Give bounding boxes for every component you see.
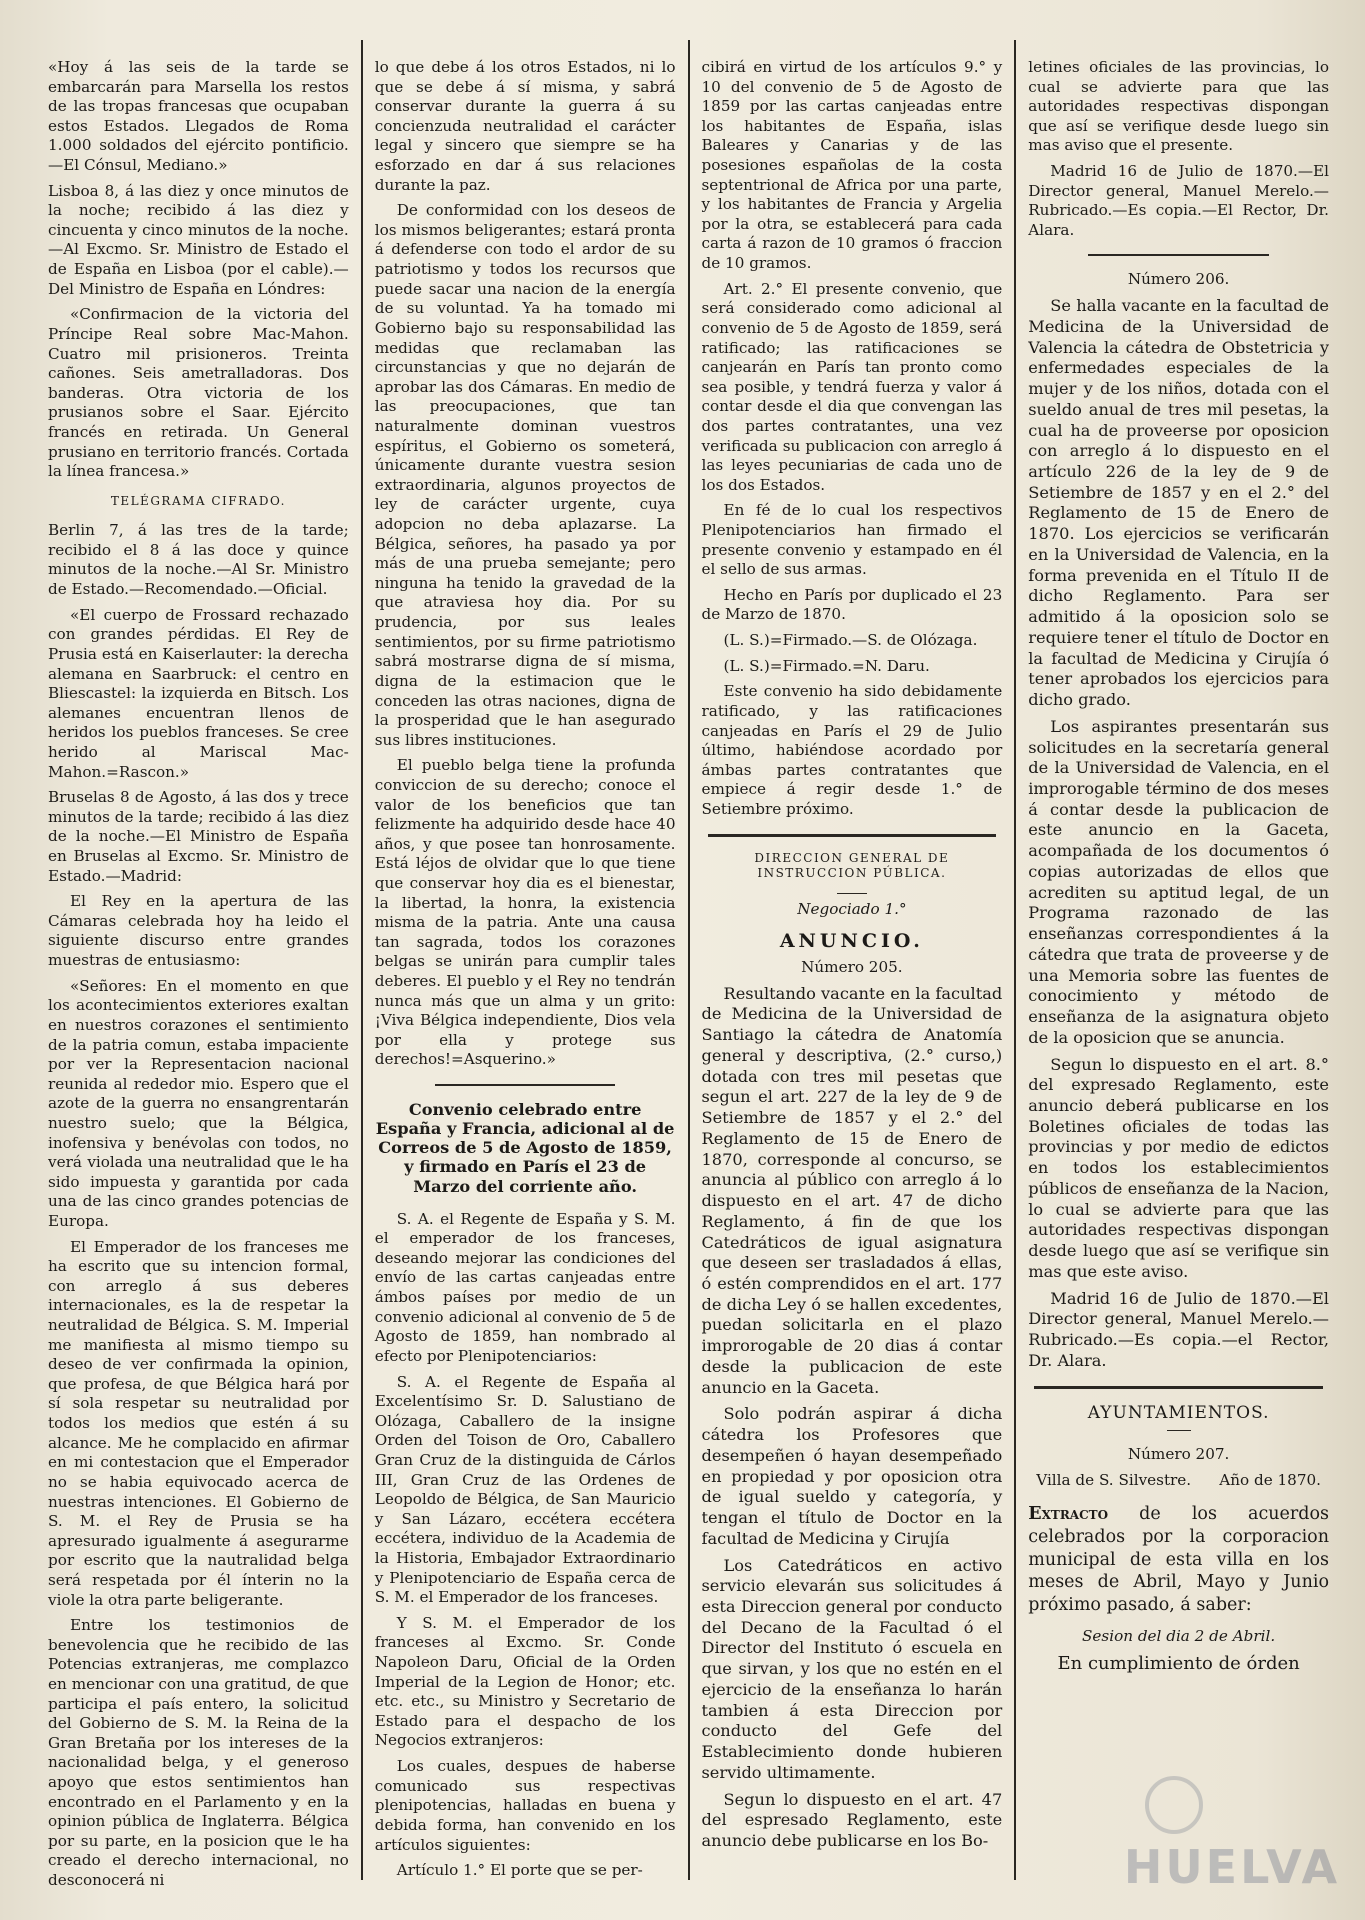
short-divider: [1167, 1430, 1191, 1431]
column-4: [1014, 40, 1341, 1880]
paragraph: Se halla vacante en la facultad de Medicina de la Universidad de Valencia la cátedra de Obstetricia y enfermedades especiales de la mujer y de los niños, dotada con el sueldo anual de tres mil pesetas, la cual ha de proveerse por oposicion con arreglo á lo dispuesto en el artículo 226 de la ley de 9 de Setiembre de 1857 y en el 2.° del Reglamento de 15 de Enero de 1870. Los ejercicios se verificarán en la Universidad de Valencia, en la forma prevenida en el Título II de dicho Reglamento. Para ser admitido á la oposicion solo se requiere tener el título de Doctor en la facultad de Medicina y Cirujía ó tener aprobados los ejercicios para dicho grado.: [1028, 296, 1329, 710]
paragraph: Resultando vacante en la facultad de Medicina de la Universidad de Santiago la cátedra de Anatomía general y descriptiva, (2.° curso,) dotada con tres mil pesetas que segun el art. 227 de la ley de 9 de Setiembre de 1857 y el 2.° del Reglamento de 15 de Enero de 1870, corresponde al concurso, se anuncia al público con arreglo á lo dispuesto en el art. 47 de dicho Reglamento, á fin de que los Catedráticos de igual asignatura que deseen ser trasladados á ellas, ó estén comprendidos en el art. 177 de dicha Ley ó se hallen excedentes, puedan solicitarla en el plazo improrogable de 20 dias á contar desde la publicacion de este anuncio en la Gaceta.: [701, 983, 1003, 1397]
paragraph: Los cuales, despues de haberse comunicado sus respectivas plenipotencias, halladas en buena y debida forma, han convenido en los artículos siguientes:: [374, 1757, 676, 1854]
ayuntamientos-heading: AYUNTAMIENTOS.: [1087, 1402, 1270, 1423]
short-divider: [837, 893, 867, 894]
paragraph: En fé de lo cual los respectivos Plenipotenciarios han firmado el presente convenio y estampado en él el sello de sus armas.: [701, 501, 1003, 579]
column-1: [36, 40, 361, 1890]
numero-207: Número 207.: [1127, 1445, 1230, 1464]
paragraph: El Emperador de los franceses me ha escrito que su intencion formal, con arreglo á sus deberes internacionales, es la de respetar la neutralidad de Bélgica. S. M. Imperial me manifiesta al mismo tiempo su deseo de ver confirmada la opinion, que profesa, de que Bélgica hará por sí sola respetar su neutralidad por todos los medios que estén á su alcance. Me he complacido en afirmar en mi contestacion que el Emperador no se habia equivocado acerca de nuestras intenciones. El Gobierno de S. M. el Rey de Prusia se ha apresurado igualmente á asegurarme por escrito que la nautralidad belga será respetada por él ínterin no la viole la otra parte beligerante.: [48, 1237, 349, 1609]
paragraph: Este convenio ha sido debidamente ratificado, y las ratificaciones canjeadas en París el 29 de Julio último, habiéndose acordado por ámbas partes contratantes que empiece á regir desde 1.° de Setiembre próximo.: [701, 682, 1003, 818]
sesion-heading: Sesion del dia 2 de Abril.: [1082, 1626, 1276, 1645]
negociado: Negociado 1.°: [797, 900, 907, 919]
paragraph: Los aspirantes presentarán sus solicitudes en la secretaría general de la Universidad de Valencia, en el improrogable término de dos meses á contar desde la publicacion de este anuncio en la Gaceta, acompañada de los documentos ó copias autorizadas de ellos que acrediten su aptitud legal, de un Programa razonado de las enseñanzas correspondientes á la cátedra que trata de proveerse y de una Memoria sobre las fuentes de conocimiento y método de enseñanza de la asignatura objeto de la oposicion que se anuncia.: [1028, 716, 1329, 1047]
paragraph: Y S. M. el Emperador de los franceses al Excmo. Sr. Conde Napoleon Daru, Oficial de la Orden Imperial de la Legion de Honor; etc. etc. etc., su Ministro y Secretario de Estado para el despacho de los Negocios extranjeros:: [374, 1613, 676, 1750]
paragraph: Lisboa 8, á las diez y once minutos de la noche; recibido á las diez y cincuenta y cinco minutos de la noche.—Al Excmo. Sr. Ministro de Estado el de España en Lisboa (por el cable).—Del Ministro de España en Lóndres:: [48, 181, 349, 298]
archive-watermark: [1123, 1774, 1341, 1894]
section-divider: [1034, 1386, 1323, 1389]
anuncio-heading: ANUNCIO.: [779, 930, 924, 953]
paragraph: letines oficiales de las provincias, lo cual se advierte para que las autoridades respectivas dispongan que así se verifique desde luego sin mas aviso que el presente.: [1028, 58, 1329, 155]
section-divider: [708, 834, 997, 837]
paragraph: S. A. el Regente de España al Excelentísimo Sr. D. Salustiano de Olózaga, Caballero de la insigne Orden del Toison de Oro, Caballero Gran Cruz de la distinguida de Cárlos III, Gran Cruz de las Ordenes de Leopoldo de Bélgica, de San Mauricio y San Lázaro, eccétera eccétera eccétera, individuo de la Academia de la Historia, Embajador Extraordinario y Plenipotenciario de España cerca de S. M. el Emperador de los franceses.: [374, 1372, 676, 1607]
paragraph: «Confirmacion de la victoria del Príncipe Real sobre Mac-Mahon. Cuatro mil prisioneros. Treinta cañones. Seis ametralladoras. Dos banderas. Otra victoria de los prusianos sobre el Saar. Ejército francés en retirada. Un General prusiano en territorio francés. Cortada la línea francesa.»: [48, 305, 349, 481]
paragraph: «Hoy á las seis de la tarde se embarcarán para Marsella los restos de las tropas francesas que ocupaban estos Estados. Llegados de Roma 1.000 soldados del ejército pontificio.—El Cónsul, Mediano.»: [48, 58, 349, 175]
paragraph: Solo podrán aspirar á dicha cátedra los Profesores que desempeñen ó hayan desempeñado en propiedad y por oposicion otra de igual sueldo y categoría, y tengan el título de Doctor en la facultad de Medicina y Cirujía: [701, 1404, 1003, 1548]
paragraph: «El cuerpo de Frossard rechazado con grandes pérdidas. El Rey de Prusia está en Kaiserlauter: la derecha alemana en Saarbruck: el centro en Bliescastel: la izquierda en Bitsch. Los alemanes encuentran llenos de heridos los pueblos franceses. Se cree herido al Mariscal Mac-Mahon.=Rascon.»: [48, 605, 349, 781]
paragraph: El pueblo belga tiene la profunda conviccion de su derecho; conoce el valor de los beneficios que tan felizmente ha adquirido desde hace 40 años, y que posee tan honrosamente. Está léjos de olvidar que lo que tiene que conservar hoy dia es el bienestar, la libertad, la honra, la existencia misma de la patria. Ante una causa tan sagrada, todos los corazones belgas se unirán para cumplir tales deberes. El pueblo y el Rey no tendrán nunca más que un alma y un grito: ¡Viva Bélgica independiente, Dios vela por ella y protege sus derechos!=Asquerino.»: [374, 756, 676, 1069]
extracto-first-word: Extracto: [1028, 1504, 1109, 1525]
paragraph: Los Catedráticos en activo servicio elevarán sus solicitudes á esta Direccion general por conducto del Decano de la Facultad ó el Director del Instituto ó escuela en que sirvan, y los que no estén en el ejercicio de la enseñanza lo harán tambien á esta Direccion por conducto del Gefe del Establecimiento donde hubieren servido ultimamente.: [701, 1555, 1003, 1782]
numero-206: Número 206.: [1127, 270, 1230, 289]
convenio-title: Convenio celebrado entre España y Francia, adicional al de Correos de 5 de Agosto de 1859, y firmado en París el 23 de Marzo del corriente año.: [375, 1100, 675, 1196]
paragraph: S. A. el Regente de España y S. M. el emperador de los franceses, deseando mejorar las condiciones del envío de las cartas canjeadas entre ámbos países por medio de un convenio adicional al convenio de 5 de Agosto de 1859, han nombrado al efecto por Plenipotenciarios:: [374, 1209, 676, 1365]
paragraph: Artículo 1.° El porte que se per-: [396, 1861, 643, 1880]
column-2: [361, 40, 688, 1880]
section-divider: [435, 1084, 615, 1086]
paragraph: Art. 2.° El presente convenio, que será considerado como adicional al convenio de 5 de Agosto de 1859, será ratificado; las ratificaciones se canjearán en París tan pronto como sea posible, y tendrá fuerza y valor á contar desde el dia que convengan las dos partes contratantes, una vez verificada su publicacion con arreglo á las leyes pecuniarias de cada uno de los dos Estados.: [701, 279, 1003, 494]
paragraph: Segun lo dispuesto en el art. 47 del espresado Reglamento, este anuncio debe publicarse en los Bo-: [701, 1789, 1003, 1851]
paragraph: Bruselas 8 de Agosto, á las dos y trece minutos de la tarde; recibido á las diez de la noche.—El Ministro de España en Bruselas al Excmo. Sr. Ministro de Estado.—Madrid:: [48, 788, 349, 885]
paragraph: (L. S.)=Firmado.—S. de Olózaga.: [723, 631, 978, 650]
column-3: [688, 40, 1015, 1880]
paragraph: cibirá en virtud de los artículos 9.° y 10 del convenio de 5 de Agosto de 1859 por las cartas canjeadas entre los habitantes de España, islas Baleares y Canarias y de las posesiones españolas de la costa septentrional de Africa por una parte, y los habitantes de Francia y Argelia por la otra, se establecerá para cada carta á razon de 10 gramos ó fraccion de 10 gramos.: [701, 58, 1003, 273]
paragraph: El Rey en la apertura de las Cámaras celebrada hoy ha leido el siguiente discurso entre grandes muestras de entusiasmo:: [48, 892, 349, 970]
section-divider: [1088, 254, 1268, 256]
paragraph: «Señores: En el momento en que los acontecimientos exteriores exaltan en nuestros corazones el sentimiento de la patria comun, estaba impaciente por ver la Representacion nacional reunida al rededor mio. Espero que el azote de la guerra no ensangrentarán nuestro suelo; que la Bélgica, inofensiva y benévolas con todos, no verá violada una neutralidad que le ha sido impuesta y garantida por cada una de las cinco grandes potencias de Europa.: [48, 976, 349, 1230]
paragraph: Hecho en París por duplicado el 23 de Marzo de 1870.: [701, 585, 1003, 624]
paragraph: Segun lo dispuesto en el art. 8.° del expresado Reglamento, este anuncio deberá publicarse en los Boletines oficiales de todas las provincias y por medio de edictos en todos los establecimientos públicos de enseñanza de la Nacion, lo cual se advierte para que las autoridades respectivas dispongan desde luego que así se verifique sin mas que este aviso.: [1028, 1054, 1329, 1281]
extracto-heading: [1028, 1503, 1329, 1617]
paragraph: TELÉGRAMA CIFRADO.: [110, 493, 286, 508]
extracto-rest: de los acuerdos celebrados por la corporacion municipal de esta villa en los meses de Abril, Mayo y Junio próximo pasado, á saber:: [1028, 1504, 1329, 1616]
paragraph: Madrid 16 de Julio de 1870.—El Director general, Manuel Merelo.—Rubricado.—Es copia.—El Rector, Dr. Alara.: [1028, 162, 1329, 239]
cumplimiento-line: En cumplimiento de órden: [1057, 1653, 1300, 1675]
villa-year: Año de 1870.: [1219, 1471, 1321, 1490]
paragraph: Madrid 16 de Julio de 1870.—El Director general, Manuel Merelo.—Rubricado.—Es copia.—el Rector, Dr. Alara.: [1028, 1288, 1329, 1370]
direccion-title: DIRECCION GENERAL DE INSTRUCCION PÚBLICA.: [754, 850, 950, 881]
paragraph: (L. S.)=Firmado.=N. Daru.: [723, 656, 930, 675]
paragraph: lo que debe á los otros Estados, ni lo que se debe á sí misma, y sabrá conservar durante la guerra á su concienzuda neutralidad el carácter legal y sincero que siempre se ha esforzado en dar á sus relaciones durante la paz.: [374, 58, 676, 194]
paragraph: Entre los testimonios de benevolencia que he recibido de las Potencias extranjeras, me complazco en mencionar con una gratitud, de que participa el país entero, la solicitud del Gobierno de S. M. la Reina de la Gran Bretaña por los intereses de la nacionalidad belga, y el generoso apoyo que estos sentimientos han encontrado en el Parlamento y en la opinion pública de Inglaterra. Bélgica por su parte, en la posicion que le ha creado el derecho internacional, no desconocerá ni: [48, 1616, 349, 1890]
paragraph: De conformidad con los deseos de los mismos beligerantes; estará pronta á defenderse con todo el ardor de su patriotismo y todos los recursos que puede sacar una nacion de la energía de su voluntad. Ya ha tomado mi Gobierno bajo su responsabilidad las medidas que reclamaban las circunstancias y que no dejarán de aprobar las dos Cámaras. En medio de las preocupaciones, que tan naturalmente dominan vuestros espíritus, el Gobierno os someterá, únicamente durante vuestra sesion extraordinaria, algunos proyectos de ley de carácter urgente, cuya adopcion no deba aplazarse. La Bélgica, señores, ha pasado ya por más de una prueba semejante; pero ninguna ha tenido la gravedad de la que atraviesa hoy dia. Por su prudencia, por sus leales sentimientos, por su firme patriotismo sabrá mostrarse digna de sí misma, digna de la estimacion que le conceden las otras naciones, digna de la prosperidad que le han asegurado sus libres instituciones.: [374, 201, 676, 749]
crest-icon: [1145, 1776, 1203, 1834]
watermark-text: HUELVA: [1123, 1840, 1341, 1894]
villa-name: Villa de S. Silvestre.: [1036, 1471, 1192, 1490]
text-columns: [36, 40, 1341, 1890]
numero-205: Número 205.: [801, 958, 903, 977]
paragraph: Berlin 7, á las tres de la tarde; recibido el 8 á las doce y quince minutos de la noche.—Al Sr. Ministro de Estado.—Recomendado.—Oficial.: [48, 521, 349, 599]
villa-line: [1036, 1471, 1321, 1489]
